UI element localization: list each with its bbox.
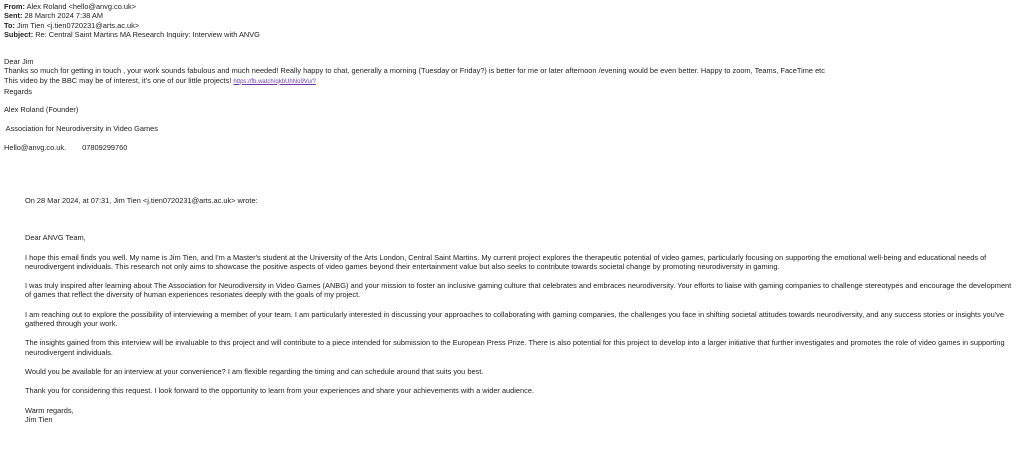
sent-label: Sent:	[4, 11, 23, 21]
quoted-paragraph-1: I hope this email finds you well. My name is Jim Tien, and I'm a Master's student at the University of the Arts London, Central Saint Martins. My current project explores the therapeutic potential of video games, particularly focusing on supporting the emotional well-being and educational needs of neurodivergent individuals. This research not only aims to showcase the positive aspects of video games beyond their entertainment value but also seeks to contribute towards societal change by promoting neurodiversity in gaming.	[25, 252, 987, 271]
email-header	[4, 2, 1014, 39]
quoted-message	[25, 196, 1017, 424]
quoted-paragraph-5: Would you be available for an interview at your convenience? I am flexible regarding the timing and can schedule around that suits you best.	[25, 366, 484, 376]
signature-org: Association for Neurodiversity in Video Games	[4, 124, 158, 134]
to-value[interactable]: Jim Tien <j.tien0720231@arts.ac.uk>	[17, 20, 140, 30]
sent-row	[4, 11, 1014, 20]
reply-body	[4, 57, 1016, 152]
subject-label: Subject:	[4, 29, 34, 39]
from-label: From:	[4, 2, 25, 11]
reply-greeting: Dear Jim	[4, 57, 34, 66]
quoted-intro: On 28 Mar 2024, at 07:31, Jim Tien <j.tien0720231@arts.ac.uk> wrote:	[25, 196, 258, 205]
quoted-paragraph-2: I was truly inspired after learning about The Association for Neurodiversity in Video Games (ANBG) and your mission to foster an inclusive gaming culture that celebrates and embraces neurodiversity. Your efforts to liaise with gaming companies to challenge stereotypes and encourage the development of games that reflect the diversity of human experiences resonates deeply with the goals of my project.	[25, 281, 1012, 300]
from-value[interactable]: Alex Roland <hello@anvg.co.uk>	[26, 2, 137, 11]
quoted-paragraph-3: I am reaching out to explore the possibility of interviewing a member of your team. I am particularly interested in discussing your approaches to collaborating with gaming companies, the challenges you face in shifting societal attitudes towards neurodiversity, and any success stories or insights you've gathered through your work.	[25, 309, 1004, 329]
reply-line-2	[4, 76, 1016, 87]
quoted-greeting: Dear ANVG Team,	[25, 233, 86, 243]
quoted-signname: Jim Tien	[25, 414, 53, 424]
signature-phone: 07809299760	[82, 142, 128, 152]
video-link[interactable]: https://fb.watch/qkbUhNo9Vu/?	[233, 78, 316, 85]
subject-row	[4, 30, 1014, 39]
quoted-paragraph-4: The insights gained from this interview will be invaluable to this project and will contribute to a piece intended for submission to the European Press Prize. There is also potential for this project to develop into a larger initiative that further investigates and promotes the role of video games in supporting neurodivergent individuals.	[25, 338, 1005, 357]
reply-line-2-text: This video by the BBC may be of interest, it's one of our little projects!	[4, 75, 232, 85]
signature-contact	[4, 143, 1016, 152]
to-label: To:	[4, 20, 15, 30]
signature-email[interactable]: Hello@anvg.co.uk.	[4, 142, 67, 152]
reply-closing: Regards	[4, 86, 32, 96]
quoted-signoff: Warm regards,	[25, 405, 74, 415]
sent-value: 28 March 2024 7:38 AM	[24, 11, 104, 21]
reply-line-1: Thanks so much for getting in touch , your work sounds fabulous and much needed! Really happy to chat, generally a morning (Tuesday or Friday?) is better for me or later afternoon /evening would be even better. Happy to zoom, Teams, FaceTime etc	[4, 66, 825, 76]
to-row	[4, 21, 1014, 30]
from-row	[4, 2, 1014, 11]
quoted-paragraph-6: Thank you for considering this request. I look forward to the opportunity to learn from your experiences and share your achievements with a wider audience.	[25, 386, 534, 396]
subject-value: Re: Central Saint Martins MA Research Inquiry: Interview with ANVG	[35, 29, 260, 39]
signature-name: Alex Roland (Founder)	[4, 105, 79, 115]
